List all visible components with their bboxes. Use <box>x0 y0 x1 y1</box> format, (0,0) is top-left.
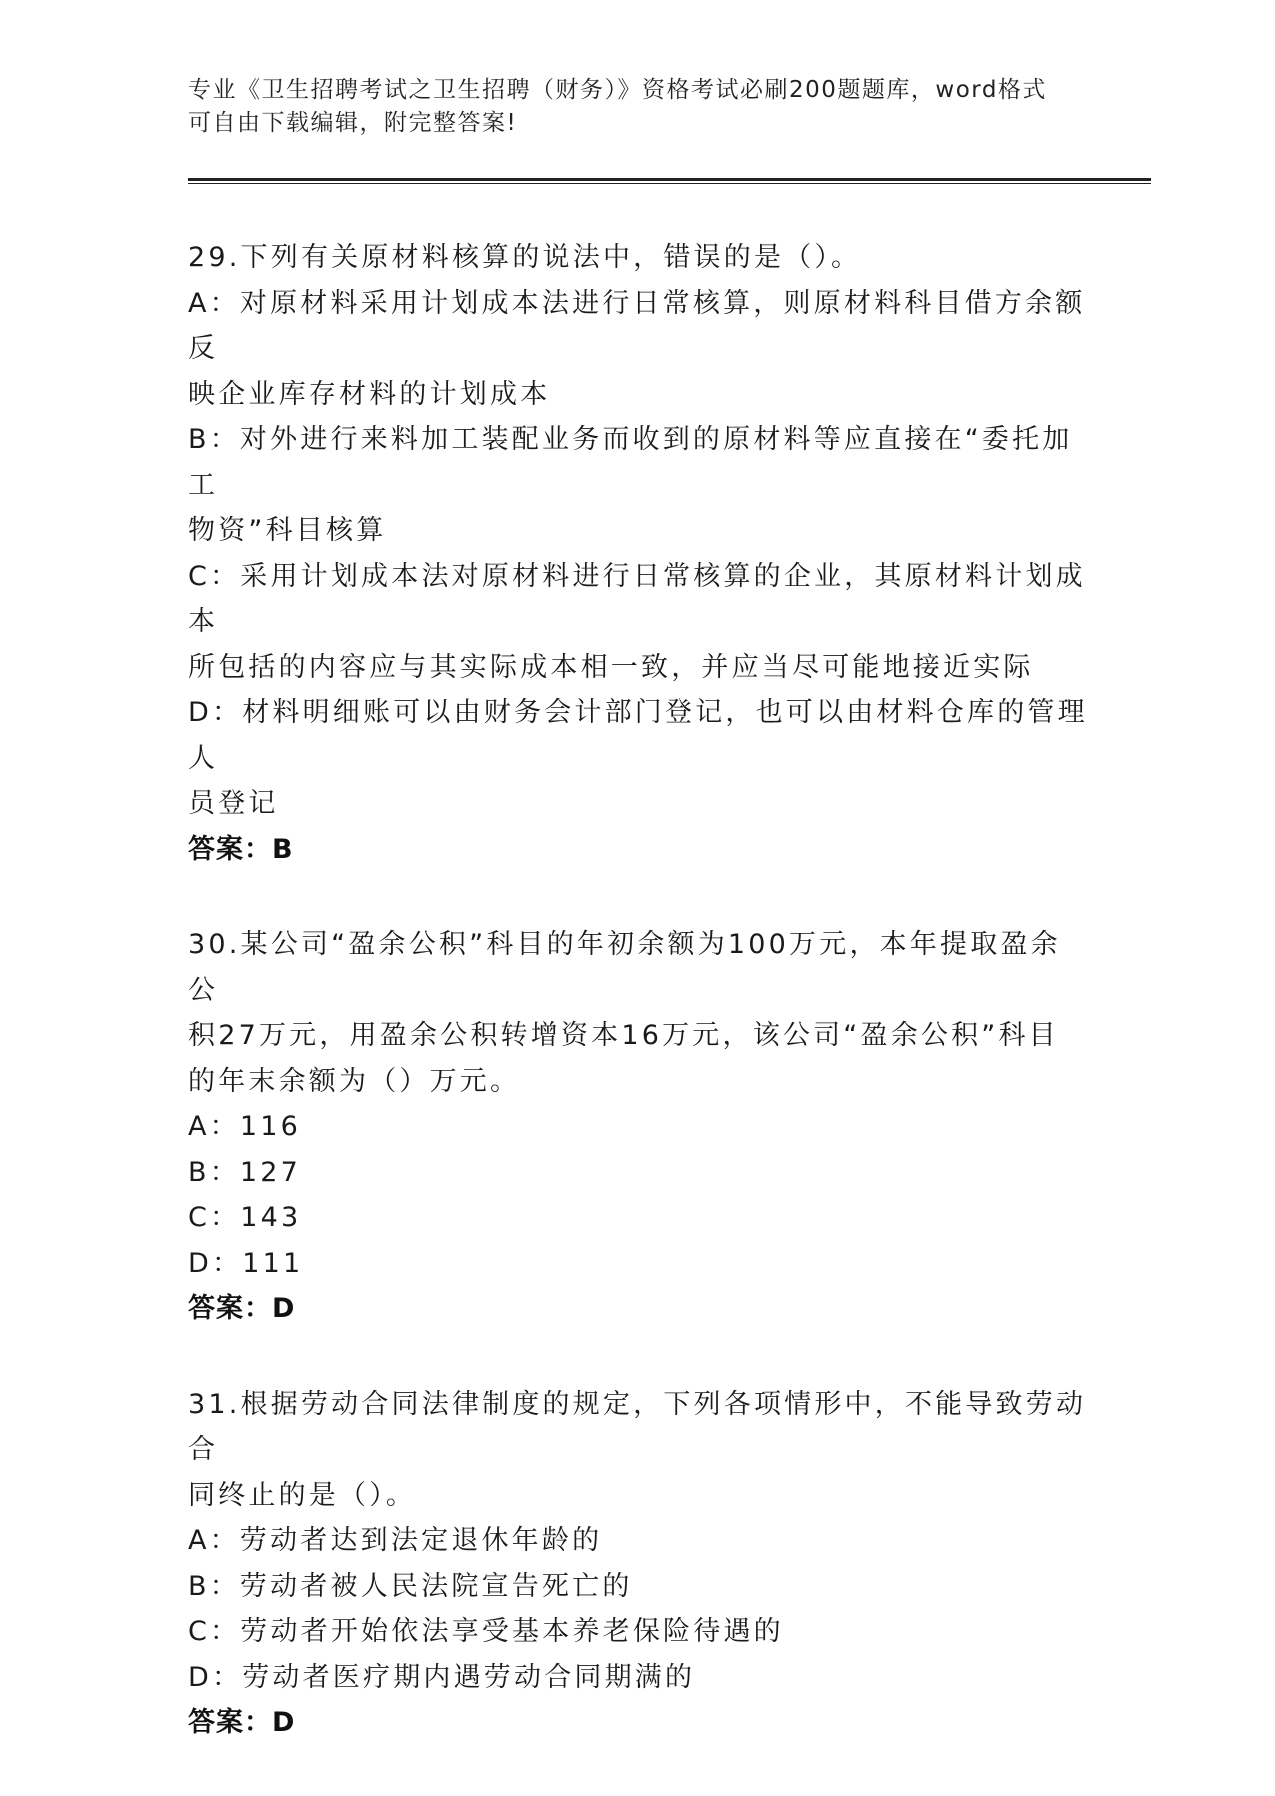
answer-label: 答案： <box>188 1707 272 1738</box>
question-block <box>188 1382 1088 1746</box>
document-header <box>188 74 1088 140</box>
question-stem: 30.某公司“盈余公积”科目的年初余额为100万元，本年提取盈余公 <box>188 929 1061 1006</box>
option-text: D：劳动者医疗期内遇劳动合同期满的 <box>188 1661 696 1693</box>
question-stem: 同终止的是（）。 <box>188 1479 417 1511</box>
header-line: 专业《卫生招聘考试之卫生招聘（财务）》资格考试必刷200题题库，word格式 <box>188 77 1047 103</box>
option-text: D：111 <box>188 1247 304 1279</box>
option-text: D：材料明细账可以由财务会计部门登记，也可以由材料仓库的管理人 <box>188 697 1088 774</box>
answer-value: D <box>272 1293 296 1324</box>
question-stem: 29.下列有关原材料核算的说法中，错误的是（）。 <box>188 242 862 273</box>
option-text: A：116 <box>188 1111 302 1142</box>
question-stem: 积27万元，用盈余公积转增资本16万元，该公司“盈余公积”科目 <box>188 1020 1059 1051</box>
answer-line <box>188 1700 1088 1746</box>
option-text: C：143 <box>188 1202 302 1233</box>
header-divider-thin <box>188 183 1151 184</box>
question-stem: 的年末余额为（）万元。 <box>188 1065 521 1097</box>
option-text: 员登记 <box>188 788 279 819</box>
answer-value: D <box>272 1707 296 1738</box>
answer-label: 答案： <box>188 1293 272 1324</box>
option-text: A：对原材料采用计划成本法进行日常核算，则原材料科目借方余额反 <box>188 287 1086 364</box>
option-text: B：对外进行来料加工装配业务而收到的原材料等应直接在“委托加工 <box>188 424 1073 501</box>
option-text: 所包括的内容应与其实际成本相一致，并应当尽可能地接近实际 <box>188 651 1034 683</box>
option-text: A：劳动者达到法定退休年龄的 <box>188 1525 603 1556</box>
option-text: B：127 <box>188 1156 302 1188</box>
option-text: 映企业库存材料的计划成本 <box>188 378 551 410</box>
header-divider <box>188 178 1151 181</box>
question-list <box>188 235 1088 1796</box>
option-text: C：劳动者开始依法享受基本养老保险待遇的 <box>188 1616 784 1647</box>
answer-label: 答案： <box>188 833 272 865</box>
header-line: 可自由下载编辑，附完整答案! <box>188 110 518 136</box>
question-stem: 31.根据劳动合同法律制度的规定，下列各项情形中，不能导致劳动合 <box>188 1388 1087 1465</box>
answer-line <box>188 827 1088 873</box>
option-text: B：劳动者被人民法院宣告死亡的 <box>188 1570 633 1602</box>
question-block <box>188 922 1088 1332</box>
option-text: 物资”科目核算 <box>188 515 387 546</box>
answer-value: B <box>272 833 294 865</box>
question-block <box>188 235 1088 872</box>
option-text: C：采用计划成本法对原材料进行日常核算的企业，其原材料计划成本 <box>188 560 1086 637</box>
answer-line <box>188 1286 1088 1332</box>
